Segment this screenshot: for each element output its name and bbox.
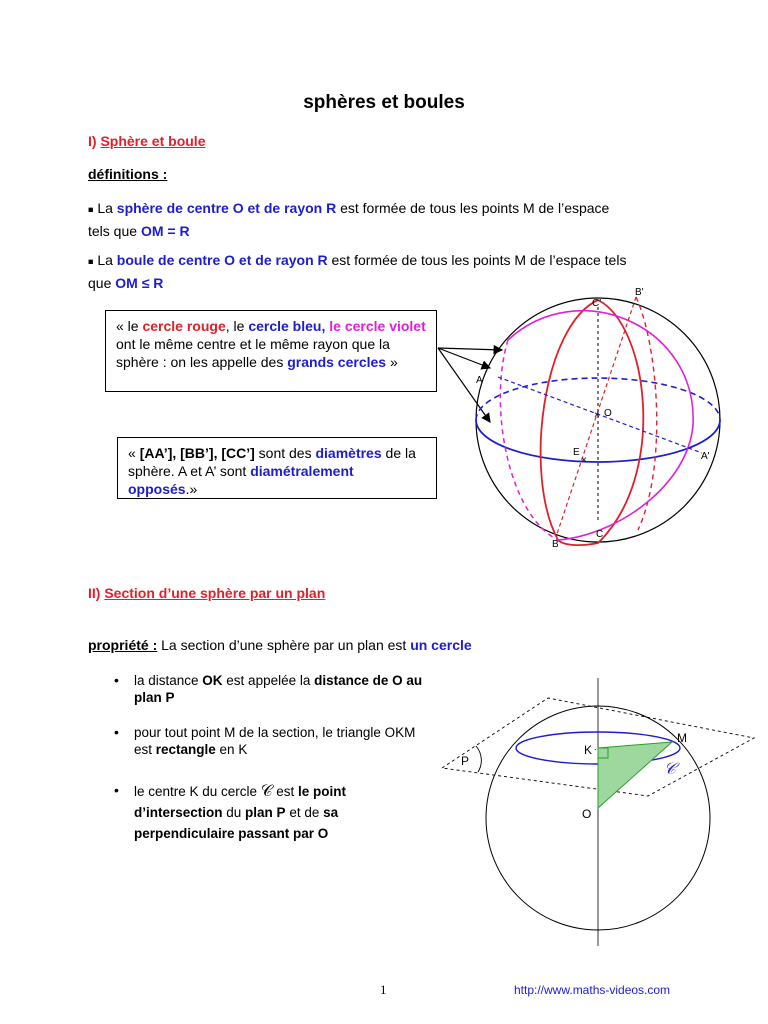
section2-heading <box>88 585 325 601</box>
section1-num: I) <box>88 133 97 149</box>
def1-cond: OM = R <box>140 223 190 240</box>
grands-cercles-box <box>105 310 437 392</box>
box1-sep: , le <box>225 318 249 334</box>
def1-term: sphère de centre O et de rayon R <box>116 200 337 216</box>
label-c: C <box>596 529 604 540</box>
red-circle-back <box>636 297 657 530</box>
box2-open: « <box>128 445 140 461</box>
b3-mid2: du <box>222 805 246 820</box>
violet-circle-front <box>508 311 693 540</box>
box2-mid2: de la sphère. A et A’ sont <box>128 445 416 479</box>
box2-opposes: diamétralement opposés <box>128 463 354 497</box>
label-o: O <box>604 408 612 419</box>
label-k: K <box>584 743 593 757</box>
label-p: P <box>461 754 470 768</box>
box1-close: » <box>386 354 398 370</box>
label-c-prime: C' <box>592 298 602 309</box>
definitions-label <box>88 166 167 182</box>
prop-term: un cercle <box>410 637 472 653</box>
cross-mark: × <box>594 410 600 421</box>
def1-mid: est formée de tous les points M de l’espace <box>336 200 610 216</box>
page-number: 1 <box>380 982 387 997</box>
box2-diametres: diamètres <box>315 445 382 461</box>
prop-label: propriété : <box>88 637 158 653</box>
b2-pre: pour tout point M de la section, le triangle OKM est <box>134 725 416 757</box>
label-o: O <box>582 807 592 821</box>
red-circle-front <box>541 300 598 540</box>
b1-ok: OK <box>202 673 223 688</box>
label-circle-c: 𝒞 <box>664 761 676 778</box>
section2-title: Section d’une sphère par un plan <box>104 585 326 601</box>
b1-pre: la distance <box>134 673 203 688</box>
point-k-mark: · <box>594 745 597 754</box>
def2-mid: est formée de tous les points M de l’espace tels <box>327 252 627 268</box>
square-bullet-icon: ■ <box>88 204 94 215</box>
box1-open: « le <box>116 318 143 334</box>
box1-grands-cercles: grands cercles <box>287 354 387 370</box>
page-title: sphères et boules <box>303 92 465 113</box>
box2-diams: [AA’], [BB’], [CC’] <box>139 445 255 461</box>
b3-mid: est <box>272 784 299 799</box>
b3-circle-symbol: 𝒞 <box>260 781 273 800</box>
b3-pre: le centre K du cercle <box>134 784 261 799</box>
violet-circle-back <box>500 340 558 540</box>
label-m: M <box>677 731 687 745</box>
section1-title: Sphère et boule <box>100 133 206 149</box>
label-b: B <box>552 539 559 550</box>
label-a: A <box>476 375 483 386</box>
list-item <box>110 724 425 758</box>
properties-list <box>110 672 425 844</box>
b3-mid3: et de <box>285 805 324 820</box>
b2-post: en K <box>215 742 248 757</box>
list-item <box>110 672 425 706</box>
triangle-okm <box>598 742 672 808</box>
def1-line2-prefix: tels que <box>88 223 141 240</box>
box1-mid: ont le même centre et le même rayon que la sphère : on les appelle des <box>116 336 390 370</box>
box2-close: .» <box>185 481 198 497</box>
property-line <box>88 634 688 656</box>
square-bullet-icon: ■ <box>88 256 94 267</box>
prop-text: La section d’une sphère par un plan est <box>157 637 411 653</box>
list-item <box>110 780 425 844</box>
b3-term1: le point d’intersection <box>134 784 347 820</box>
def2-prefix: La <box>97 252 117 268</box>
b3-term2: plan P <box>245 805 286 820</box>
red-circle-front2 <box>558 300 643 545</box>
box1-violet-circle: le cercle violet <box>329 318 426 334</box>
definition-sphere <box>88 197 688 242</box>
def2-cond: OM ≤ R <box>115 275 164 292</box>
section-figure <box>436 668 758 953</box>
diametres-box <box>117 437 437 499</box>
cross-mark: × <box>581 455 587 466</box>
diameter-aa <box>498 377 702 453</box>
def2-line2-prefix: que <box>88 275 116 292</box>
b1-mid: est appelée la <box>222 673 315 688</box>
plane-angle-arc <box>476 746 481 772</box>
section1-heading <box>88 133 205 149</box>
def2-term: boule de centre O et de rayon R <box>116 252 328 268</box>
box1-blue-circle: cercle bleu, <box>248 318 326 334</box>
def1-prefix: La <box>97 200 117 216</box>
box2-mid: sont des <box>254 445 316 461</box>
label-e: E <box>573 447 580 458</box>
b3-term3: sa perpendiculaire passant par O <box>134 805 339 841</box>
sphere-figure <box>468 285 733 555</box>
label-b-prime: B' <box>635 287 644 298</box>
label-a-prime: A' <box>701 451 710 462</box>
b1-term: distance de O au plan P <box>134 673 423 705</box>
footer-link[interactable]: http://www.maths-videos.com <box>514 983 671 997</box>
box1-red-circle: cercle rouge <box>142 318 226 334</box>
definitions-label-text: définitions : <box>88 166 168 182</box>
b2-term: rectangle <box>155 742 216 757</box>
section2-num: II) <box>88 585 101 601</box>
